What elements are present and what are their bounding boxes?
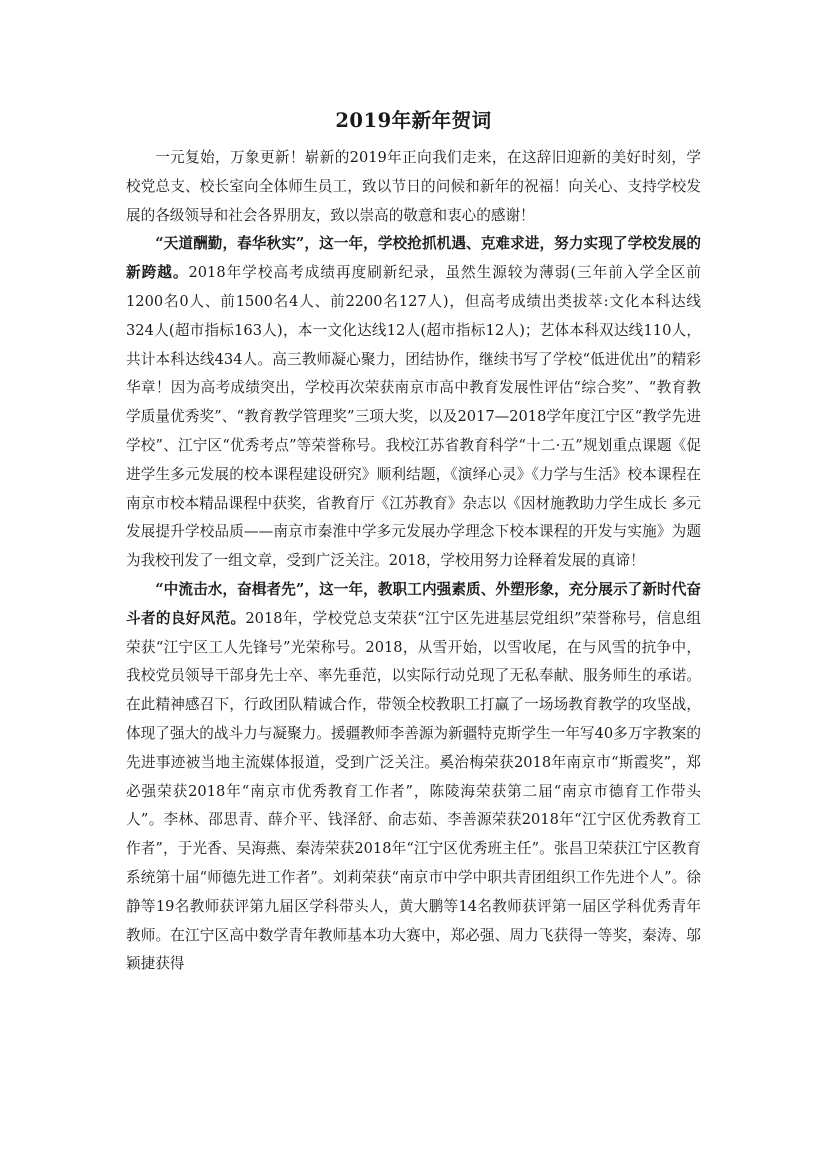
paragraph-school-development: [126, 230, 701, 576]
paragraph-text: 2018年，学校党总支荣获“江宁区先进基层党组织”荣誉称号，信息组荣获“江宁区工人先锋号”光荣称号。2018，从雪开始，以雪收尾，在与风雪的抗争中，我校党员领导干部身先士卒、率先垂范，以实际行动兑现了无私奉献、服务师生的承诺。在此精神感召下，行政团队精诚合作，带领全校教职工打赢了一场场教育教学的攻坚战，体现了强大的战斗力与凝聚力。援疆教师李善源为新疆特克斯学生一年写40多万字教案的先进事迹被当地主流媒体报道，受到广泛关注。奚治梅荣获2018年南京市“斯霞奖”，郑必强荣获2018年“南京市优秀教育工作者”，陈陵海荣获第二届“南京市德育工作带头人”。李林、邵思青、薛介平、钱泽舒、俞志茹、李善源荣获2018年“江宁区优秀教育工作者”，于光香、吴海燕、秦涛荣获2018年“江宁区优秀班主任”。张昌卫荣获江宁区教育系统第十届“师德先进工作者”。刘莉荣获“南京市中学中职共青团组织工作先进个人”。徐静等19名教师获评第九届区学科带头人，黄大鹏等14名教师获评第一届区学科优秀青年教师。在江宁区高中数学青年教师基本功大赛中，郑必强、周力飞获得一等奖，秦涛、邬颖捷获得: [126, 609, 701, 973]
paragraph-lead: “中流击水，奋楫者先”，这一年，教职工内强素质、外塑形象，充分展示了新时代奋斗者的良好风范。: [126, 580, 701, 627]
document-title: 2019年新年贺词: [335, 109, 492, 132]
document-page: [126, 104, 701, 979]
paragraph-text: 一元复始，万象更新！崭新的2019年正向我们走来，在这辞旧迎新的美好时刻，学校党总支、校长室向全体师生员工，致以节日的问候和新年的祝福！向关心、支持学校发展的各级领导和社会各界朋友，致以崇高的敬意和衷心的感谢！: [126, 149, 701, 224]
paragraph-lead: “天道酬勤，春华秋实”，这一年，学校抢抓机遇、克难求进，努力实现了学校发展的新跨越。: [126, 235, 701, 282]
paragraph-text: 2018年学校高考成绩再度刷新纪录，虽然生源较为薄弱(三年前入学全区前1200名0人、前1500名4人、前2200名127人)，但高考成绩出类拔萃:文化本科达线324人(超市指标163人)，本一文化达线12人(超市指标12人)；艺体本科双达线110人，共计本科达线434人。高三教师凝心聚力，团结协作，继续书写了学校“低进优出”的精彩华章！因为高考成绩突出，学校再次荣获南京市高中教育发展性评估“综合奖”、“教育教学质量优秀奖”、“教育教学管理奖”三项大奖，以及2017—2018学年度江宁区“教学先进学校”、江宁区“优秀考点”等荣誉称号。我校江苏省教育科学“十二·五”规划重点课题《促进学生多元发展的校本课程建设研究》顺利结题，《演绎心灵》《力学与生活》校本课程在南京市校本精品课程中获奖，省教育厅《江苏教育》杂志以《因材施教助力学生成长 多元发展提升学校品质——南京市秦淮中学多元发展办学理念下校本课程的开发与实施》为题为我校刊发了一组文章，受到广泛关注。2018，学校用努力诠释着发展的真谛！: [126, 264, 701, 570]
paragraph-staff-achievements: [126, 576, 701, 979]
paragraph-greeting: [126, 144, 701, 230]
